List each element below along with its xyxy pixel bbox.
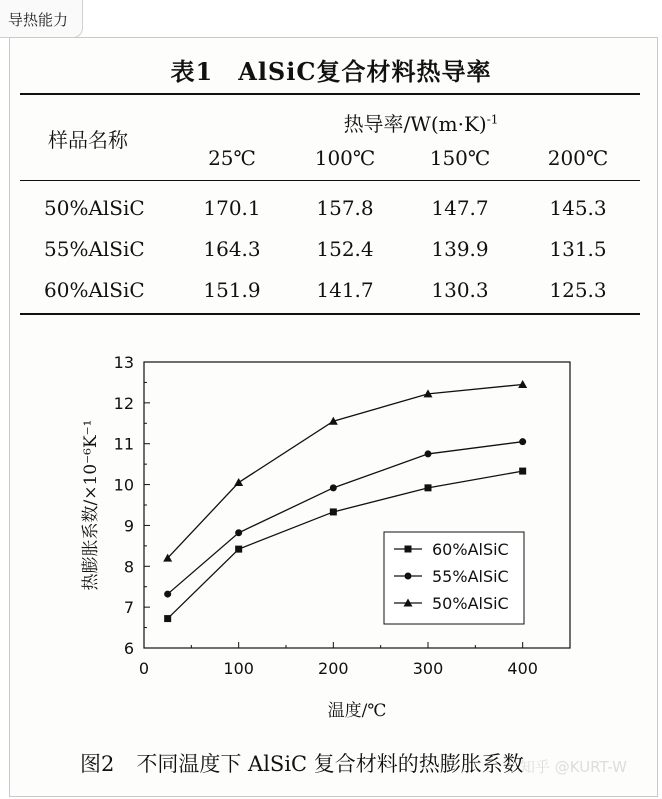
x-tick-label: 300 bbox=[412, 659, 444, 678]
column-header: 25℃ bbox=[208, 146, 256, 170]
data-point-55-pct-alsic bbox=[235, 529, 242, 536]
table-cell: 170.1 bbox=[203, 196, 261, 220]
data-point-55-pct-alsic bbox=[164, 591, 171, 598]
column-header: 200℃ bbox=[547, 146, 609, 170]
table-cell: 130.3 bbox=[431, 278, 489, 302]
group-header-text: 热导率/W(m·K) bbox=[343, 112, 487, 136]
table-cell: 141.7 bbox=[316, 278, 374, 302]
table-title: 表1 AlSiC复合材料热导率 bbox=[170, 57, 492, 86]
data-point-60-pct-alsic bbox=[425, 484, 432, 491]
x-tick-label: 100 bbox=[223, 659, 254, 678]
data-point-55-pct-alsic bbox=[519, 438, 526, 445]
group-header-sup: -1 bbox=[486, 112, 499, 127]
y-tick-label: 9 bbox=[123, 516, 134, 536]
data-point-60-pct-alsic bbox=[164, 615, 171, 622]
figure-caption-text: 不同温度下 AlSiC 复合材料的热膨胀系数 bbox=[136, 752, 524, 776]
legend-label: 50%AlSiC bbox=[432, 594, 509, 613]
figure-caption bbox=[80, 748, 546, 778]
data-point-60-pct-alsic bbox=[235, 546, 242, 553]
table-cell: 131.5 bbox=[549, 237, 607, 261]
row-header: 样品名称 bbox=[48, 128, 128, 152]
row-label: 50%AlSiC bbox=[44, 196, 145, 220]
figure-number: 图2 bbox=[80, 752, 115, 776]
column-header: 100℃ bbox=[314, 146, 376, 170]
y-tick-label: 6 bbox=[123, 639, 134, 658]
x-axis-label: 温度/℃ bbox=[327, 701, 387, 721]
x-tick-label: 200 bbox=[318, 659, 349, 678]
legend-label: 55%AlSiC bbox=[432, 567, 509, 586]
table-cell: 125.3 bbox=[549, 278, 607, 302]
table-cell: 145.3 bbox=[549, 196, 607, 220]
table-cell: 152.4 bbox=[316, 237, 374, 261]
x-tick-label: 0 bbox=[138, 659, 150, 678]
row-label: 60%AlSiC bbox=[44, 278, 145, 302]
table-cell: 157.8 bbox=[316, 196, 374, 220]
table-cell: 139.9 bbox=[431, 237, 489, 261]
y-tick-label: 12 bbox=[113, 393, 134, 413]
data-point-60-pct-alsic bbox=[330, 508, 337, 515]
legend-marker-55-pct-alsic bbox=[405, 573, 412, 580]
section-tag: 导热能力 bbox=[0, 0, 83, 38]
row-label: 55%AlSiC bbox=[44, 237, 145, 261]
data-point-50-pct-alsic bbox=[518, 380, 527, 388]
x-tick-label: 400 bbox=[507, 659, 538, 678]
legend-marker-60-pct-alsic bbox=[405, 546, 412, 553]
legend-label: 60%AlSiC bbox=[432, 540, 509, 559]
data-point-55-pct-alsic bbox=[425, 450, 432, 457]
y-tick-label: 8 bbox=[123, 557, 134, 577]
y-tick-label: 7 bbox=[123, 598, 134, 618]
table-cell: 147.7 bbox=[431, 196, 489, 220]
y-axis-label: 热膨胀系数/×10⁻⁶K⁻¹ bbox=[81, 419, 101, 591]
data-point-60-pct-alsic bbox=[519, 468, 526, 475]
table-cell: 151.9 bbox=[203, 278, 261, 302]
y-tick-label: 10 bbox=[113, 475, 134, 495]
y-tick-label: 13 bbox=[113, 353, 134, 372]
data-point-50-pct-alsic bbox=[234, 478, 243, 486]
data-point-55-pct-alsic bbox=[330, 484, 337, 491]
column-header: 150℃ bbox=[429, 146, 491, 170]
watermark: 知乎 @KURT-W bbox=[520, 758, 627, 776]
table-cell: 164.3 bbox=[203, 237, 261, 261]
y-tick-label: 11 bbox=[113, 434, 134, 454]
